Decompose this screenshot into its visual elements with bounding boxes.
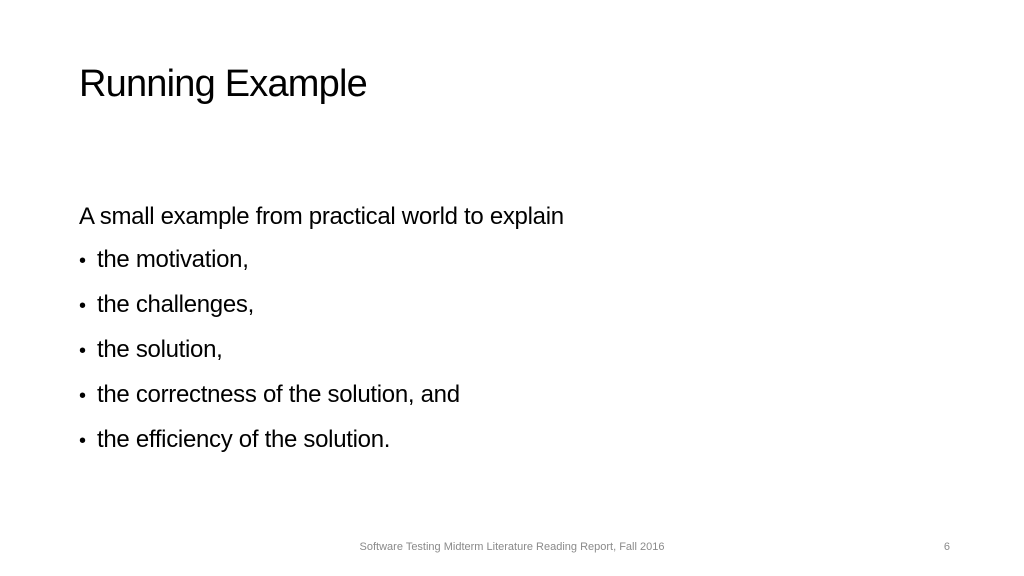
bullet-icon: • <box>79 340 86 362</box>
bullet-text: the solution, <box>97 336 223 363</box>
bullet-text: the motivation, <box>97 246 249 273</box>
bullet-item <box>79 283 939 328</box>
bullet-item <box>79 238 939 283</box>
bullet-item <box>79 328 939 373</box>
bullet-list <box>79 238 939 463</box>
bullet-icon: • <box>79 385 86 407</box>
bullet-text: the challenges, <box>97 291 254 318</box>
slide-body <box>79 196 939 463</box>
bullet-item <box>79 418 939 463</box>
bullet-text: the efficiency of the solution. <box>97 426 391 453</box>
bullet-icon: • <box>79 295 86 317</box>
bullet-text: the correctness of the solution, and <box>97 381 460 408</box>
bullet-icon: • <box>79 250 86 272</box>
bullet-icon: • <box>79 430 86 452</box>
slide-title: Running Example <box>79 63 367 105</box>
slide-footer: Software Testing Midterm Literature Reading Report, Fall 2016 <box>359 541 665 553</box>
bullet-item <box>79 373 939 418</box>
intro-text: A small example from practical world to explain <box>79 203 564 230</box>
slide-number: 6 <box>943 541 950 553</box>
